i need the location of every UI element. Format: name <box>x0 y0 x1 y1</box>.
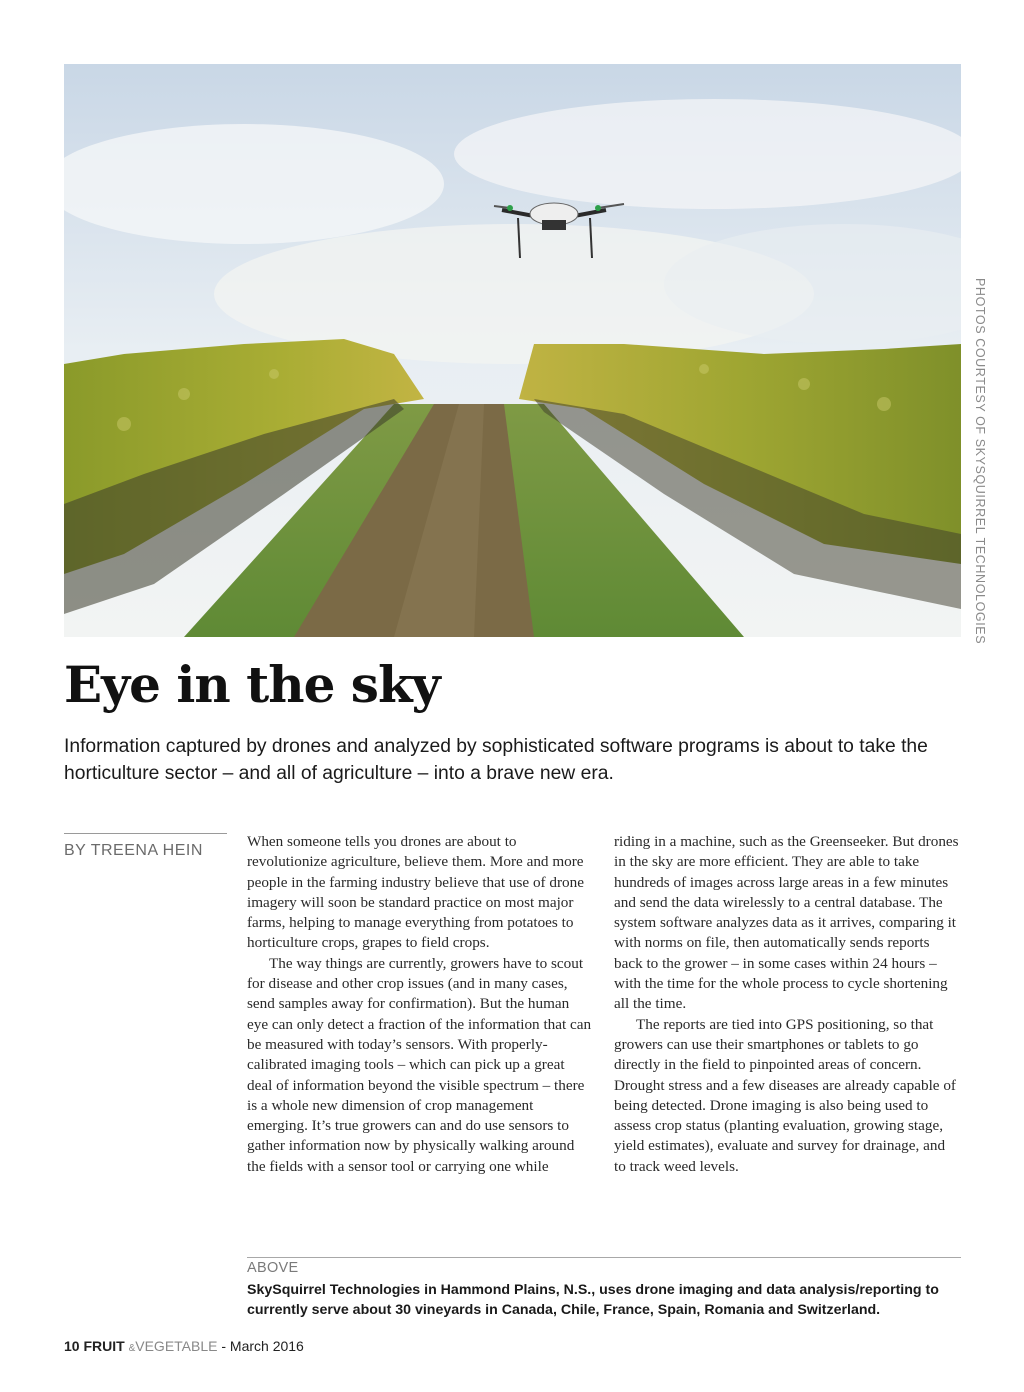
caption-text: SkySquirrel Technologies in Hammond Plains, N.S., uses drone imaging and data analysis/reporting to currently serve about 30 vineyards in Canada, Chile, France, Spain, Romania and Switzerland. <box>247 1282 939 1318</box>
page-footer <box>64 1338 304 1354</box>
byline: BY TREENA HEIN <box>64 842 203 859</box>
photo-credit: PHOTOS COURTESY OF SKYSQUIRREL TECHNOLOGIES <box>973 278 987 645</box>
magazine-name-vegetable: VEGETABLE <box>135 1338 218 1354</box>
magazine-name-amp: & <box>128 1343 136 1354</box>
paragraph: The reports are tied into GPS positioning, so that growers can use their smartphones or tablets to go directly in the field to pinpointed areas of concern. Drought stress and a few diseases are already capable of being detected. Drone imaging is also being used to assess crop status (planting evaluation, growing stage, yield estimates), evaluate and survey for drainage, and to track weed levels. <box>614 1015 956 1175</box>
caption-divider <box>247 1257 961 1258</box>
paragraph: When someone tells you drones are about to revolutionize agriculture, believe them. More and more people in the farming industry believe that use of drone imagery will soon be standard practice on most major farms, helping to manage everything from potatoes to horticulture crops, grapes to field crops. <box>247 833 584 952</box>
article-dek: Information captured by drones and analyzed by sophisticated software programs is about to take the horticulture sector – and all of agriculture – into a brave new era. <box>64 736 928 784</box>
issue-date: - March 2016 <box>217 1338 304 1354</box>
paragraph: riding in a machine, such as the Greenseeker. But drones in the sky are more efficient. They are able to take hundreds of images across large areas in a few minutes and send the data wirelessly to a central database. The system software analyzes data as it arrives, comparing it with norms on file, then automatically sends reports back to the grower – in some cases within 24 hours – with the time for the whole process to cycle shortening all the time. <box>614 833 959 1013</box>
paragraph: The way things are currently, growers have to scout for disease and other crop issues (and in many cases, send samples away for confirmation). But the human eye can only detect a fraction of the information that can be measured with today’s sensors. With properly-calibrated imaging tools – which can pick up a great deal of information beyond the visible spectrum – there is a whole new dimension of crop management emerging. It’s true growers can and do use sensors to gather information now by physically walking around the fields with a sensor tool or carrying one while <box>247 954 592 1175</box>
drone-over-vineyard-photo <box>64 64 961 637</box>
magazine-name-fruit: FRUIT <box>83 1338 125 1354</box>
article-column-2 <box>614 832 959 1177</box>
caption-label: ABOVE <box>247 1260 299 1276</box>
article-column-1 <box>247 832 592 1177</box>
byline-divider <box>64 833 227 834</box>
page-number: 10 <box>64 1338 80 1354</box>
hero-photo <box>64 64 961 637</box>
article-title: Eye in the sky <box>64 655 440 714</box>
